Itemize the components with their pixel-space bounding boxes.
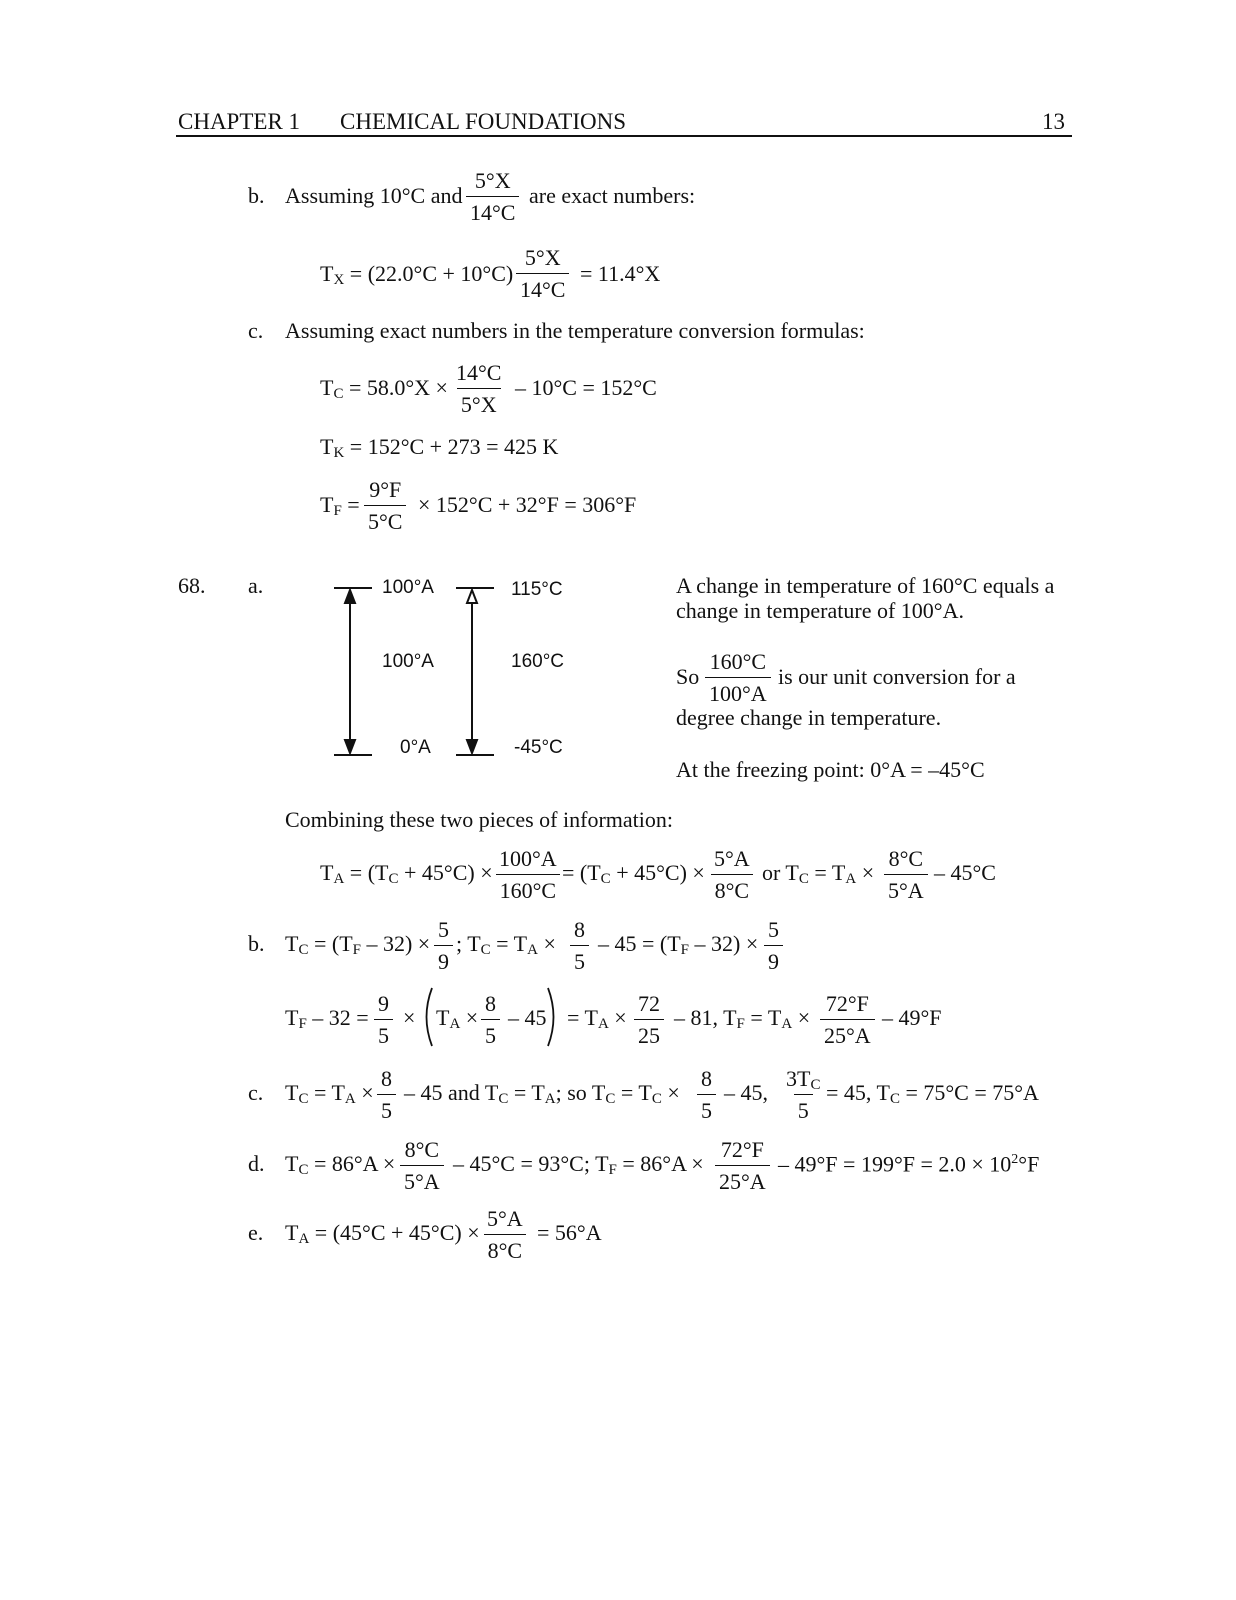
fraction-5-9-a: $\frac{5}{9}$ xyxy=(434,919,453,973)
68b-line2-part3: – 81, $T_F = T_A$ × xyxy=(674,1005,811,1032)
part-68b-label: b. xyxy=(248,931,265,956)
a-scale-arrow-up xyxy=(345,590,355,603)
68c-part3: – 45, xyxy=(724,1080,768,1105)
68d-part3: – $49^\circ F = 199^\circ F = 2.0 \times 10^2^\circ F$ xyxy=(778,1151,1040,1177)
diagram-c-bot: -45°C xyxy=(514,737,563,758)
ta-equation-part3: or $T_C = T_A$ × xyxy=(762,860,875,887)
68d-part1: $T_C = 86^\circ A$ × xyxy=(285,1151,396,1178)
tx-equation-lhs: $T_X = (22.0^\circ C + 10^\circ C)$ xyxy=(320,261,514,288)
fraction-5A-8C-e: $\frac{5^\circ A}{8^\circ C}$ xyxy=(483,1208,527,1262)
ta-equation-part1: $T_A = (T_C + 45^\circ C)$ × xyxy=(320,860,493,887)
part-b-intro: Assuming 10°C and xyxy=(285,183,463,208)
fraction-8C-5A: $\frac{8^\circ C}{5^\circ A}$ xyxy=(884,848,928,902)
fraction-5X-14C-2: $\frac{5^\circ X}{14^\circ C}$ xyxy=(516,247,569,301)
fraction-9-5: $\frac{9}{5}$ xyxy=(374,993,393,1047)
68e-part1: $T_A = (45^\circ C + 45^\circ C)$ × xyxy=(285,1220,480,1247)
diagram-c-mid: 160°C xyxy=(511,651,565,672)
tf-equation-rhs: × 152°C + 32°F = 306°F xyxy=(418,492,637,517)
fraction-100A-160C: $\frac{100^\circ A}{160^\circ C}$ xyxy=(495,848,561,902)
explanation-freezing: At the freezing point: 0°A = –45°C xyxy=(676,757,985,782)
c-scale-arrow-up xyxy=(467,590,477,603)
fraction-5A-8C: $\frac{5^\circ A}{8^\circ C}$ xyxy=(710,848,754,902)
68c-part1: $T_C = T_A$ × xyxy=(285,1080,374,1107)
part-68c-label: c. xyxy=(248,1080,264,1105)
tk-equation: $T_K = 152^\circ C + 273 = 425$ K xyxy=(320,434,559,461)
explanation-so: So xyxy=(676,664,700,689)
fraction-72F-25A: $\frac{72^\circ F}{25^\circ A}$ xyxy=(820,993,875,1047)
68b-line1-part2: ; $T_C = T_A$ × xyxy=(456,931,556,958)
diagram-a-mid: 100°A xyxy=(382,651,434,672)
68b-line2-part4: – 49°F xyxy=(882,1005,942,1030)
68b-line2-times: × xyxy=(403,1005,416,1030)
left-paren xyxy=(420,986,434,1048)
page-number: 13 xyxy=(1042,109,1065,134)
fraction-3Tc-5: $\frac{3T_C}{5}$ xyxy=(786,1066,821,1123)
part-b-label: b. xyxy=(248,183,265,208)
diagram-a-bot: 0°A xyxy=(400,737,431,758)
fraction-8-5-c: $\frac{8}{5}$ xyxy=(377,1068,396,1122)
68b-line1-part3: – $45 = (T_F - 32)$ × xyxy=(598,931,759,958)
tc-equation-lhs: $T_C = 58.0^\circ X$ × xyxy=(320,375,448,402)
fraction-5-9-b: $\frac{5}{9}$ xyxy=(764,919,783,973)
tx-equation-rhs: = 11.4°X xyxy=(580,261,661,286)
fraction-160C-100A: $\frac{160^\circ C}{100^\circ A}$ xyxy=(705,651,771,705)
fraction-72-25: $\frac{72}{25}$ xyxy=(634,993,664,1047)
part-b-intro-end: are exact numbers: xyxy=(529,183,696,208)
diagram-c-top: 115°C xyxy=(511,579,563,600)
explanation-line-3: degree change in temperature. xyxy=(676,705,942,730)
ta-equation-part4: – 45°C xyxy=(934,860,996,885)
fraction-8-5-d: $\frac{8}{5}$ xyxy=(697,1068,716,1122)
fraction-8-5-b: $\frac{8}{5}$ xyxy=(481,993,500,1047)
68e-part2: = 56°A xyxy=(537,1220,602,1245)
tc-equation-rhs: – 10°C = 152°C xyxy=(515,375,657,400)
c-scale-arrow-down xyxy=(467,740,477,753)
right-paren xyxy=(546,986,560,1048)
fraction-72F-25A-d: $\frac{72^\circ F}{25^\circ A}$ xyxy=(715,1139,770,1193)
explanation-line-2: change in temperature of 100°A. xyxy=(676,598,964,623)
68b-line2-part1: $T_F - 32$ = xyxy=(285,1005,369,1032)
68c-part4: = 45, $T_C = 75^\circ C = 75^\circ A$ xyxy=(826,1080,1039,1107)
explanation-so-rest: is our unit conversion for a xyxy=(778,664,1016,689)
part-c-label: c. xyxy=(248,318,264,343)
fraction-8C-5A-d: $\frac{8^\circ C}{5^\circ A}$ xyxy=(400,1139,444,1193)
part-68e-label: e. xyxy=(248,1220,264,1245)
68b-line2-part2: = $T_A$ × xyxy=(567,1005,627,1032)
68b-line2-inner2: – 45 xyxy=(508,1005,547,1030)
part-68d-label: d. xyxy=(248,1151,265,1176)
problem-68-number: 68. xyxy=(178,573,206,598)
diagram-a-top: 100°A xyxy=(382,577,434,598)
tf-equation-lhs: $T_F$ = xyxy=(320,492,360,519)
ta-equation-part2: = $(T_C + 45^\circ C)$ × xyxy=(562,860,705,887)
68b-line1-part1: $T_C = (T_F - 32)$ × xyxy=(285,931,431,958)
explanation-line-1: A change in temperature of 160°C equals a xyxy=(676,573,1055,598)
68b-line2-inner1: $T_A$ × xyxy=(436,1005,479,1032)
part-c-intro: Assuming exact numbers in the temperature conversion formulas: xyxy=(285,318,865,343)
header-rule xyxy=(176,135,1072,137)
running-header-title: CHEMICAL FOUNDATIONS xyxy=(340,109,627,134)
fraction-5X-14C: $\frac{5^\circ X}{14^\circ C}$ xyxy=(466,170,519,224)
problem-68a-label: a. xyxy=(248,573,264,598)
68c-part2: – 45 and $T_C = T_A$; so $T_C = T_C$ × xyxy=(404,1080,680,1107)
a-scale-arrow-down xyxy=(345,740,355,753)
combining-text: Combining these two pieces of information: xyxy=(285,807,673,832)
fraction-14C-5X: $\frac{14^\circ C}{5^\circ X}$ xyxy=(456,360,502,417)
fraction-9F-5C: $\frac{9^\circ F}{5^\circ C}$ xyxy=(364,479,406,533)
68d-part2: – 45°C = 93°C; $T_F = 86^\circ A$ × xyxy=(453,1151,704,1178)
running-header-chapter: CHAPTER 1 xyxy=(178,109,301,134)
fraction-8-5-a: $\frac{8}{5}$ xyxy=(570,919,589,973)
